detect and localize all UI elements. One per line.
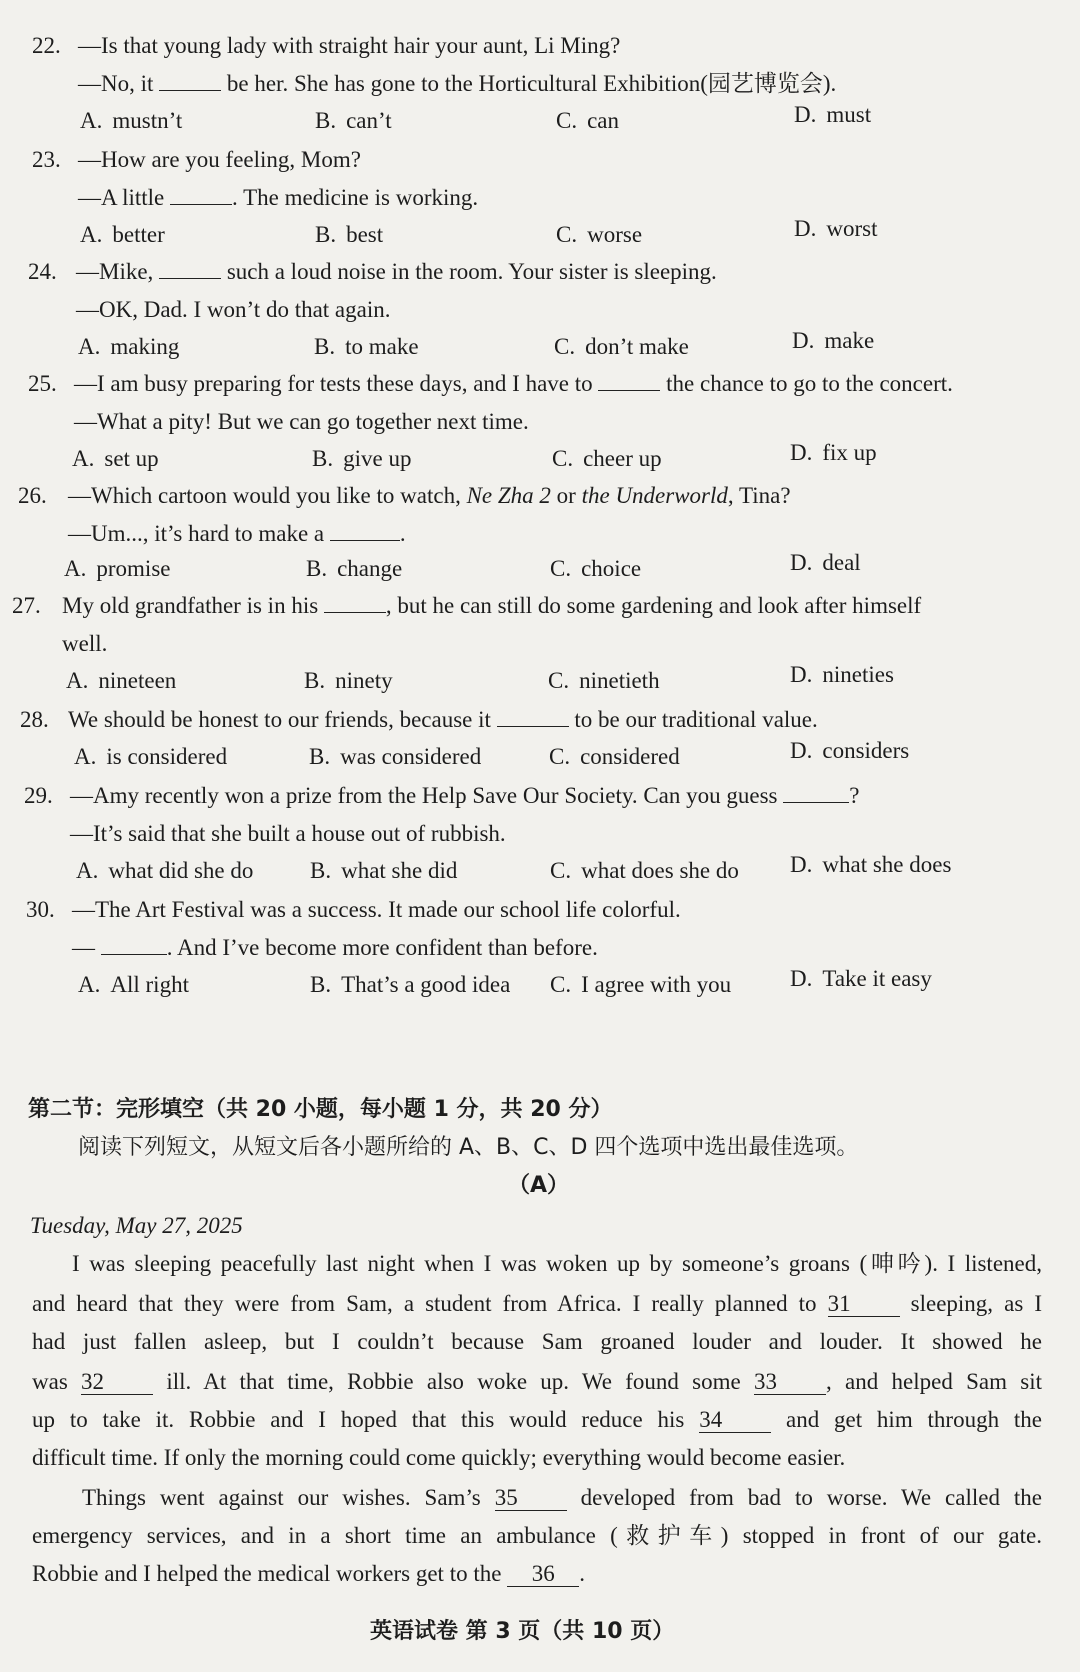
text-segment: developed from bad to worse. We called the (566, 1485, 1042, 1510)
italic-title: Ne Zha 2 (466, 483, 551, 508)
option-letter: B. (310, 858, 332, 883)
option-letter: D. (790, 966, 813, 991)
text-segment: —No, it (78, 71, 160, 96)
option-a[interactable] (78, 972, 189, 998)
option-d[interactable] (790, 440, 877, 466)
option-text: better (112, 222, 165, 247)
text-segment: —Mike, (76, 259, 160, 284)
question-number: 28. (20, 707, 49, 732)
option-text: what did she do (108, 858, 254, 883)
option-text: cheer up (583, 446, 662, 471)
text-segment: and get him through the (771, 1407, 1042, 1432)
question-number: 26. (18, 483, 47, 508)
option-c[interactable] (550, 556, 641, 582)
option-c[interactable] (556, 108, 619, 134)
option-letter: C. (548, 668, 570, 693)
question-line (78, 184, 478, 212)
option-letter: A. (80, 222, 103, 247)
cloze-blank[interactable]: 36 (507, 1562, 579, 1587)
option-letter: D. (794, 216, 817, 241)
option-text: what she does (822, 852, 952, 877)
question-number: 22. (32, 33, 61, 58)
option-text: don’t make (585, 334, 689, 359)
option-d[interactable] (790, 966, 932, 992)
option-b[interactable] (312, 446, 411, 472)
text-segment: or (550, 483, 582, 508)
option-a[interactable] (64, 556, 170, 582)
option-text: ninetieth (579, 668, 660, 693)
option-text: must (826, 102, 872, 127)
option-text: can’t (346, 108, 392, 133)
passage-line (82, 1484, 1042, 1512)
text-segment: up to take it. Robbie and I hoped that this would reduce his (32, 1407, 700, 1432)
option-text: change (337, 556, 403, 581)
option-text: I agree with you (581, 972, 732, 997)
option-b[interactable] (309, 744, 481, 770)
text-segment: I was sleeping peacefully last night when I was woken up by someone’s groans (呻吟). I listened, (72, 1251, 1042, 1276)
option-letter: A. (80, 108, 103, 133)
option-letter: A. (78, 334, 101, 359)
question-line (68, 520, 406, 548)
option-text: That’s a good idea (341, 972, 511, 997)
answer-blank[interactable] (330, 520, 400, 541)
answer-blank[interactable] (598, 370, 660, 391)
passage-line (32, 1560, 585, 1588)
option-a[interactable] (78, 334, 179, 360)
option-letter: C. (549, 744, 571, 769)
question-number: 27. (12, 593, 41, 618)
option-d[interactable] (790, 738, 909, 764)
option-letter: B. (315, 108, 337, 133)
option-a[interactable] (80, 222, 165, 248)
option-text: can (587, 108, 620, 133)
option-c[interactable] (554, 334, 689, 360)
option-b[interactable] (315, 108, 392, 134)
text-segment: , Tina? (727, 483, 791, 508)
cloze-blank[interactable]: 34 (699, 1408, 771, 1433)
question-number: 30. (26, 897, 55, 922)
option-d[interactable] (792, 328, 874, 354)
text-segment: —OK, Dad. I won’t do that again. (76, 297, 391, 322)
text-segment: such a loud noise in the room. Your sister is sleeping. (221, 259, 717, 284)
section-instruction: 阅读下列短文，从短文后各小题所给的 A、B、C、D 四个选项中选出最佳选项。 (78, 1135, 859, 1160)
option-letter: D. (790, 662, 813, 687)
answer-blank[interactable] (324, 592, 386, 613)
option-letter: A. (78, 972, 101, 997)
option-text: best (346, 222, 384, 247)
answer-blank[interactable] (159, 258, 221, 279)
question-number: 29. (24, 783, 53, 808)
option-letter: B. (312, 446, 334, 471)
cloze-blank[interactable]: 35 (495, 1486, 567, 1511)
option-c[interactable] (550, 972, 731, 998)
text-segment: ill. At that time, Robbie also woke up. We found some (153, 1369, 755, 1394)
option-d[interactable] (790, 852, 951, 878)
text-segment: —Amy recently won a prize from the Help Save Our Society. Can you guess (70, 783, 784, 808)
option-letter: B. (306, 556, 328, 581)
option-letter: C. (556, 108, 578, 133)
cloze-blank[interactable]: 33 (754, 1370, 826, 1395)
option-letter: C. (556, 222, 578, 247)
option-letter: B. (315, 222, 337, 247)
question-line (68, 482, 791, 510)
option-letter: C. (554, 334, 576, 359)
text-segment: —What a pity! But we can go together next time. (74, 409, 529, 434)
option-a[interactable] (74, 744, 227, 770)
option-text: Take it easy (822, 966, 932, 991)
option-c[interactable] (552, 446, 662, 472)
option-d[interactable] (790, 550, 861, 576)
option-text: worse (587, 222, 643, 247)
option-letter: C. (550, 858, 572, 883)
option-b[interactable] (304, 668, 393, 694)
option-text: what she did (341, 858, 458, 883)
text-segment: well. (62, 631, 108, 656)
option-b[interactable] (315, 222, 383, 248)
text-segment: sleeping, as I (899, 1291, 1042, 1316)
text-segment: and heard that they were from Sam, a student from Africa. I really planned to (32, 1291, 828, 1316)
text-segment: emergency services, and in a short time an ambulance (救护车) stopped in front of our gate. (32, 1523, 1042, 1548)
question-line (74, 408, 529, 436)
text-segment: —Which cartoon would you like to watch, (68, 483, 467, 508)
question-line (62, 630, 107, 658)
question-number: 23. (32, 147, 61, 172)
text-segment: —A little (78, 185, 170, 210)
question-line (78, 146, 361, 174)
text-segment: , and helped Sam sit (826, 1369, 1042, 1394)
option-b[interactable] (314, 334, 419, 360)
passage-line (32, 1328, 1042, 1356)
option-b[interactable] (310, 858, 457, 884)
question-number: 25. (28, 371, 57, 396)
text-segment: Robbie and I helped the medical workers get to the (32, 1561, 508, 1586)
text-segment: the chance to go to the concert. (660, 371, 953, 396)
text-segment: . (579, 1561, 585, 1586)
option-text: to make (345, 334, 419, 359)
option-letter: B. (314, 334, 336, 359)
text-segment: We should be honest to our friends, because it (68, 707, 497, 732)
text-segment: Things went against our wishes. Sam’s (82, 1485, 495, 1510)
option-text: choice (581, 556, 642, 581)
page-footer: 英语试卷 第 3 页（共 10 页） (370, 1619, 675, 1644)
option-text: was considered (340, 744, 482, 769)
text-segment: —Is that young lady with straight hair your aunt, Li Ming? (78, 33, 621, 58)
text-segment: had just fallen asleep, but I couldn’t because Sam groaned louder and louder. It showed he (32, 1329, 1042, 1354)
question-line (62, 592, 921, 620)
text-segment: —I am busy preparing for tests these days, and I have to (74, 371, 599, 396)
part-label: （A） (508, 1173, 570, 1198)
option-letter: D. (790, 852, 813, 877)
option-c[interactable] (556, 222, 642, 248)
question-line (70, 782, 859, 810)
text-segment: My old grandfather is in his (62, 593, 324, 618)
text-segment: difficult time. If only the morning could come quickly; everything would become easier. (32, 1445, 846, 1470)
text-segment: . And I’ve become more confident than before. (166, 935, 598, 960)
option-text: fix up (822, 440, 877, 465)
option-b[interactable] (310, 972, 510, 998)
text-segment: — (72, 935, 101, 960)
italic-title: the Underworld (581, 483, 728, 508)
passage-line (32, 1444, 845, 1472)
answer-blank[interactable] (497, 706, 569, 727)
question-line (70, 820, 506, 848)
option-b[interactable] (306, 556, 402, 582)
option-text: considers (822, 738, 910, 763)
option-letter: D. (790, 738, 813, 763)
option-letter: A. (74, 744, 97, 769)
option-d[interactable] (794, 102, 871, 128)
text-segment: —It’s said that she built a house out of rubbish. (70, 821, 506, 846)
passage-line (32, 1368, 1042, 1396)
option-letter: A. (66, 668, 89, 693)
question-line (78, 32, 620, 60)
option-text: All right (110, 972, 189, 997)
answer-blank[interactable] (170, 184, 232, 205)
text-segment: —How are you feeling, Mom? (78, 147, 361, 172)
text-segment: . (399, 521, 406, 546)
option-text: promise (96, 556, 171, 581)
option-text: make (824, 328, 875, 353)
option-text: what does she do (581, 858, 739, 883)
text-segment: —Um..., it’s hard to make a (68, 521, 330, 546)
option-letter: A. (64, 556, 87, 581)
question-line (76, 258, 717, 286)
passage-line (32, 1406, 1042, 1434)
text-segment: be her. She has gone to the Horticultural Exhibition(园艺博览会). (221, 71, 837, 96)
option-text: mustn’t (112, 108, 183, 133)
option-a[interactable] (76, 858, 253, 884)
option-letter: C. (550, 972, 572, 997)
passage-date: Tuesday, May 27, 2025 (30, 1213, 243, 1238)
option-c[interactable] (550, 858, 739, 884)
option-a[interactable] (80, 108, 182, 134)
option-letter: C. (552, 446, 574, 471)
question-line (72, 934, 598, 962)
question-line (68, 706, 818, 734)
option-d[interactable] (790, 662, 894, 688)
cloze-blank[interactable]: 32 (81, 1370, 153, 1395)
answer-blank[interactable] (783, 782, 849, 803)
text-segment: , but he can still do some gardening and look after himself (385, 593, 922, 618)
passage-line (32, 1522, 1042, 1550)
text-segment: to be our traditional value. (568, 707, 818, 732)
answer-blank[interactable] (101, 934, 167, 955)
question-line (72, 896, 681, 924)
option-letter: B. (309, 744, 331, 769)
question-line (76, 296, 391, 324)
cloze-blank[interactable]: 31 (828, 1292, 900, 1317)
option-text: worst (826, 216, 878, 241)
option-text: nineteen (98, 668, 177, 693)
option-letter: B. (310, 972, 332, 997)
option-letter: A. (72, 446, 95, 471)
question-line (78, 70, 836, 98)
option-text: deal (822, 550, 861, 575)
option-a[interactable] (66, 668, 176, 694)
question-line (74, 370, 953, 398)
option-letter: B. (304, 668, 326, 693)
option-letter: D. (794, 102, 817, 127)
option-text: nineties (822, 662, 894, 687)
question-number: 24. (28, 259, 57, 284)
option-text: ninety (335, 668, 393, 693)
option-letter: D. (790, 550, 813, 575)
option-a[interactable] (72, 446, 159, 472)
option-d[interactable] (794, 216, 878, 242)
answer-blank[interactable] (159, 70, 221, 91)
option-text: considered (580, 744, 680, 769)
option-letter: D. (792, 328, 815, 353)
passage-line (32, 1290, 1042, 1318)
text-segment: . The medicine is working. (232, 185, 479, 210)
section-title: 第二节：完形填空（共 20 小题，每小题 1 分，共 20 分） (28, 1097, 613, 1122)
text-segment: ? (849, 783, 860, 808)
option-letter: A. (76, 858, 99, 883)
option-text: is considered (106, 744, 228, 769)
text-segment: was (32, 1369, 82, 1394)
passage-line (72, 1250, 1042, 1278)
option-text: give up (343, 446, 412, 471)
option-c[interactable] (549, 744, 680, 770)
option-c[interactable] (548, 668, 660, 694)
text-segment: —The Art Festival was a success. It made our school life colorful. (72, 897, 681, 922)
option-text: set up (104, 446, 159, 471)
option-text: making (110, 334, 180, 359)
option-letter: D. (790, 440, 813, 465)
option-letter: C. (550, 556, 572, 581)
